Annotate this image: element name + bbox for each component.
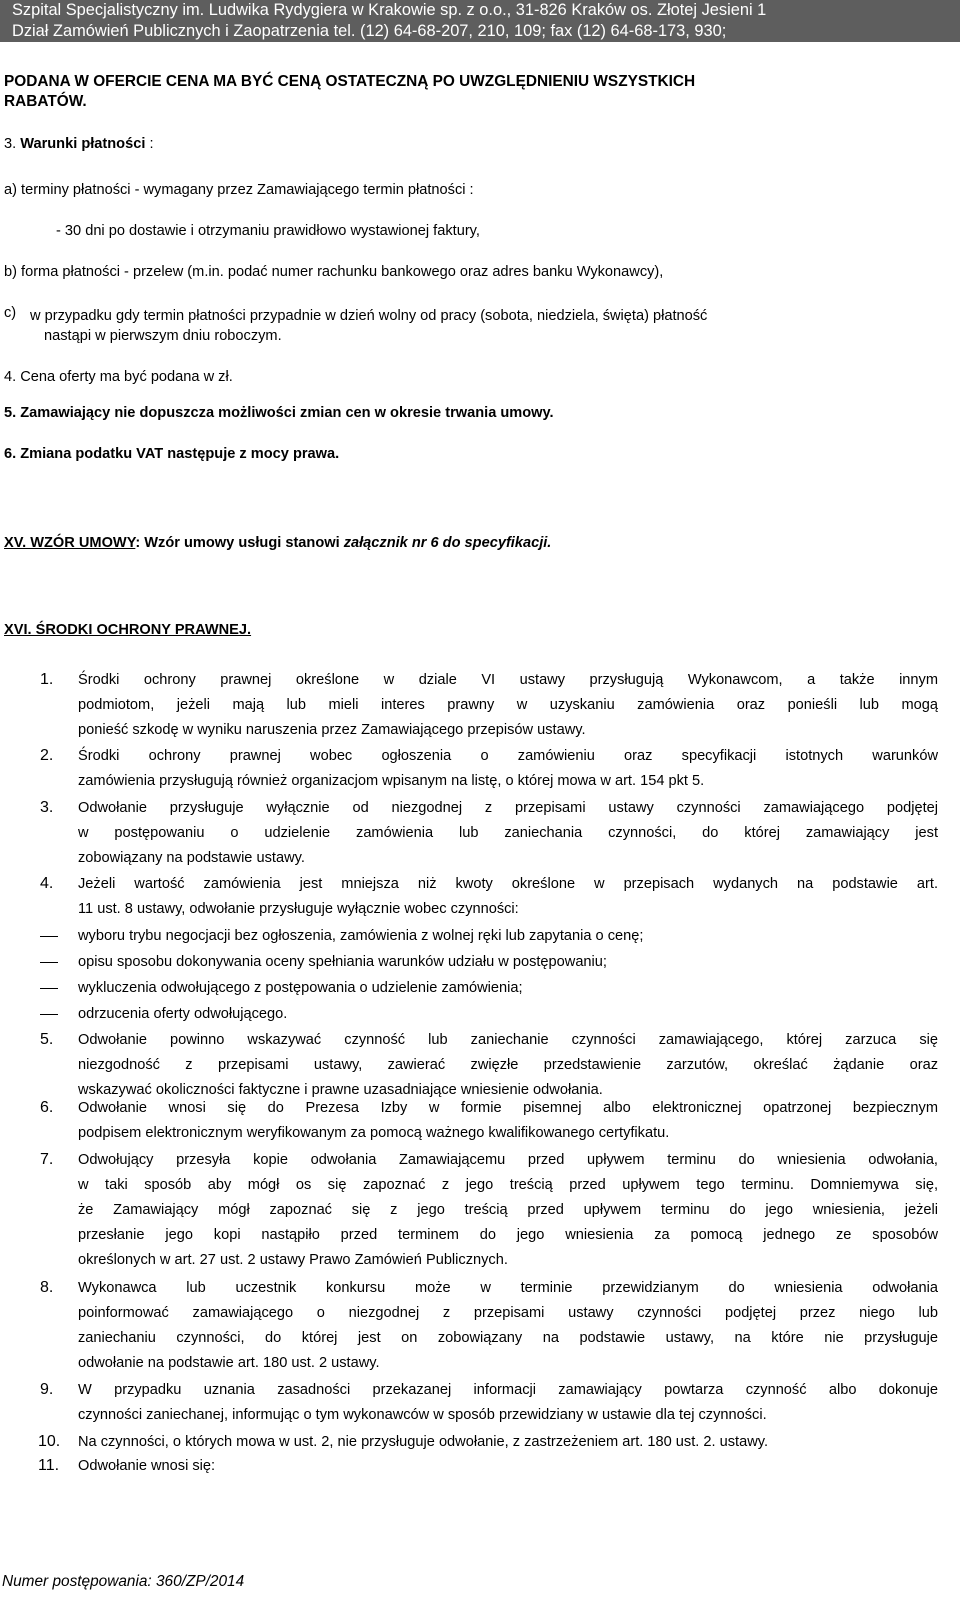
- list-item-line: Odwołanie wnosi się:: [78, 1458, 216, 1474]
- header-line-1: Szpital Specjalistyczny im. Ludwika Rydygiera w Krakowie sp. z o.o., 31-826 Kraków os. Złotej Jesieni 1: [12, 1, 767, 19]
- payment-item-c-label: c): [4, 305, 17, 321]
- list-item-line: podmiotom, jeżeli mają lub mieli interes prawny w uzyskaniu zamówienia oraz ponieśli lub mogą: [78, 697, 938, 713]
- list-item-line: zamówienia przysługują również organizacjom wpisanym na listę, o której mowa w art. 154 pkt 5.: [78, 773, 705, 789]
- dash-bullet: [40, 988, 58, 989]
- list-item-number: 3.: [40, 799, 54, 816]
- section-xv-text: Wzór umowy usługi stanowi: [144, 535, 344, 551]
- section-xv-ref: załącznik nr 6 do specyfikacji.: [343, 535, 552, 551]
- list-item-line: odwołanie na podstawie art. 180 ust. 2 ustawy.: [78, 1355, 380, 1371]
- dash-list-item: opisu sposobu dokonywania oceny spełniania warunków udziału w postępowaniu;: [78, 954, 607, 970]
- list-item-number: 10.: [38, 1433, 61, 1450]
- list-item-number: 11.: [38, 1457, 60, 1474]
- section-xv: [4, 533, 551, 553]
- dash-bullet: [40, 962, 58, 963]
- list-item-line: w taki sposób aby mógł os się zapoznać z jego treścią przed upływem tego terminu. Domniemywa się,: [78, 1177, 938, 1193]
- list-item-line: ponieść szkodę w wyniku naruszenia przez Zamawiającego przepisów ustawy.: [78, 722, 586, 738]
- page-header: [0, 0, 960, 42]
- list-item-number: 4.: [40, 875, 54, 892]
- payment-item-c-line-2: nastąpi w pierwszym dniu roboczym.: [44, 328, 282, 344]
- case-number: Numer postępowania: 360/ZP/2014: [2, 1573, 245, 1590]
- section-xv-colon: :: [135, 535, 145, 551]
- rabaty-line-1: PODANA W OFERCIE CENA MA BYĆ CENĄ OSTATECZNĄ PO UWZGLĘDNIENIU WSZYSTKICH: [4, 73, 696, 90]
- payment-item-a: a) terminy płatności - wymagany przez Zamawiającego termin płatności :: [4, 182, 474, 198]
- list-item-number: 5.: [40, 1031, 54, 1048]
- header-line-2: Dział Zamówień Publicznych i Zaopatrzenia tel. (12) 64-68-207, 210, 109; fax (12) 64-68-173, 930;: [12, 22, 727, 40]
- dash-bullet: [40, 1014, 58, 1015]
- section-xvi-title: XVI. ŚRODKI OCHRONY PRAWNEJ.: [4, 622, 252, 638]
- list-item-line: poinformować zamawiającego o niezgodnej z przepisami ustawy czynności podjętej przez niego lub: [78, 1305, 938, 1321]
- point-4: 4. Cena oferty ma być podana w zł.: [4, 369, 233, 385]
- payment-heading-title: Warunki płatności: [20, 136, 146, 152]
- dash-list-item: wykluczenia odwołującego z postępowania o udzielenie zamówienia;: [78, 980, 523, 996]
- list-item-line: Wykonawca lub uczestnik konkursu może w terminie przewidzianym do wniesienia odwołania: [78, 1280, 938, 1296]
- list-item-line: podpisem elektronicznym weryfikowanym za pomocą ważnego kwalifikowanego certyfikatu.: [78, 1125, 670, 1141]
- list-item-line: czynności zaniechanej, informując o tym wykonawców w sposób przewidziany w ustawie dla tej czynności.: [78, 1407, 767, 1423]
- list-item-line: zobowiązany na podstawie ustawy.: [78, 850, 305, 866]
- payment-heading-colon: :: [145, 136, 154, 152]
- payment-heading: [4, 134, 154, 154]
- list-item-line: W przypadku uznania zasadności przekazanej informacji zamawiający powtarza czynność albo dokonuje: [78, 1382, 938, 1398]
- list-item-number: 8.: [40, 1279, 54, 1296]
- list-item-line: w postępowaniu o udzielenie zamówienia lub zaniechania czynności, do której zamawiający jest: [78, 825, 938, 841]
- list-item-line: przesłanie jego kopi nastąpiło przed terminem do jego wniesienia za pomocą jednego ze sposobów: [78, 1227, 938, 1243]
- dash-bullet: [40, 936, 58, 937]
- dash-list-item: wyboru trybu negocjacji bez ogłoszenia, zamówienia z wolnej ręki lub zapytania o cenę;: [78, 928, 644, 944]
- list-item-number: 1.: [40, 671, 54, 688]
- point-6: 6. Zmiana podatku VAT następuje z mocy prawa.: [4, 446, 340, 462]
- rabaty-line-2: RABATÓW.: [4, 93, 87, 110]
- section-xv-title: XV. WZÓR UMOWY: [4, 535, 136, 551]
- point-5: 5. Zamawiający nie dopuszcza możliwości zmian cen w okresie trwania umowy.: [4, 405, 554, 421]
- list-item-number: 9.: [40, 1381, 54, 1398]
- list-item-line: że Zamawiający mógł zapoznać się z jego treścią przed upływem terminu do jego wniesienia, jeżeli: [78, 1202, 938, 1218]
- list-item-line: zaniechaniu czynności, do której jest on zobowiązany na podstawie ustawy, na które nie przysługuje: [78, 1330, 938, 1346]
- dash-list-item: odrzucenia oferty odwołującego.: [78, 1006, 288, 1022]
- list-item-line: Odwołujący przesyła kopie odwołania Zamawiającemu przed upływem terminu do wniesienia odwołania,: [78, 1152, 938, 1168]
- payment-item-c-line-1: w przypadku gdy termin płatności przypadnie w dzień wolny od pracy (sobota, niedziela, święta) płatność: [30, 308, 708, 324]
- payment-item-a-sub: - 30 dni po dostawie i otrzymaniu prawidłowo wystawionej faktury,: [56, 223, 480, 239]
- list-item-line: określonych w art. 27 ust. 2 ustawy Prawo Zamówień Publicznych.: [78, 1252, 508, 1268]
- list-item-line: 11 ust. 8 ustawy, odwołanie przysługuje wyłącznie wobec czynności:: [78, 901, 519, 917]
- list-item-number: 2.: [40, 747, 54, 764]
- list-item-line: wskazywać okoliczności faktyczne i prawne uzasadniające wniesienie odwołania.: [78, 1082, 603, 1098]
- list-item-line: Jeżeli wartość zamówienia jest mniejsza niż kwoty określone w przepisach wydanych na podstawie art.: [78, 876, 938, 892]
- list-item-number: 7.: [40, 1151, 54, 1168]
- list-item-line: Odwołanie powinno wskazywać czynność lub zaniechanie czynności zamawiającego, której zarzuca się: [78, 1032, 938, 1048]
- payment-item-b: b) forma płatności - przelew (m.in. podać numer rachunku bankowego oraz adres banku Wykonawcy),: [4, 264, 664, 280]
- list-item-line: Odwołanie wnosi się do Prezesa Izby w formie pisemnej albo elektronicznej opatrzonej bezpiecznym: [78, 1100, 938, 1116]
- list-item-line: Na czynności, o których mowa w ust. 2, nie przysługuje odwołanie, z zastrzeżeniem art. 180 ust. 2. ustawy.: [78, 1434, 768, 1450]
- list-item-number: 6.: [40, 1099, 54, 1116]
- list-item-line: Środki ochrony prawnej wobec ogłoszenia o zamówieniu oraz specyfikacji istotnych warunków: [78, 748, 938, 764]
- list-item-line: Odwołanie przysługuje wyłącznie od niezgodnej z przepisami ustawy czynności zamawiającego podjętej: [78, 800, 938, 816]
- list-item-line: Środki ochrony prawnej określone w dziale VI ustawy przysługują Wykonawcom, a także innym: [78, 672, 938, 688]
- list-item-line: niezgodność z przepisami ustawy, zawierać zwięzłe przedstawienie zarzutów, określać żądanie oraz: [78, 1057, 938, 1073]
- payment-heading-num: 3.: [4, 136, 17, 152]
